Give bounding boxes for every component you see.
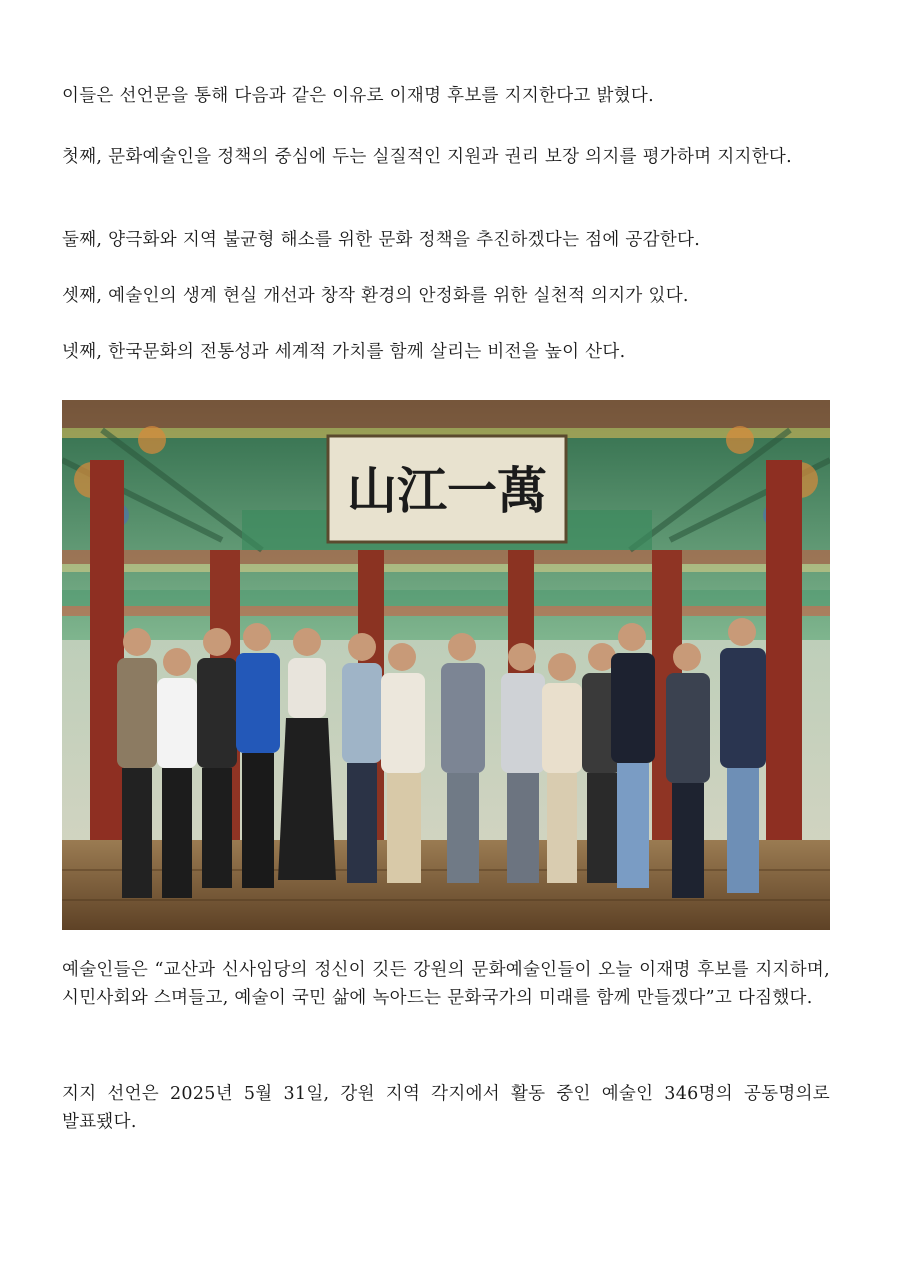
first-reason-paragraph: 첫째, 문화예술인을 정책의 중심에 두는 실질적인 지원과 권리 보장 의지를 평가하며 지지한다.	[62, 147, 793, 167]
signboard-text: 山江一萬	[347, 461, 547, 520]
quote-paragraph: 예술인들은 “교산과 신사임당의 정신이 깃든 강원의 문화예술인들이 오늘 이재명 후보를 지지하며, 시민사회와 스며들고, 예술이 국민 삶에 녹아드는 문화국가의 미래를 함께 만들겠다”고 다짐했다.	[62, 960, 830, 1008]
second-reason-paragraph: 둘째, 양극화와 지역 불균형 해소를 위한 문화 정책을 추진하겠다는 점에 공감한다.	[62, 230, 701, 250]
fourth-reason-paragraph: 넷째, 한국문화의 전통성과 세계적 가치를 함께 살리는 비전을 높이 산다.	[62, 342, 626, 362]
group-photo	[62, 400, 830, 930]
closing-paragraph: 지지 선언은 2025년 5월 31일, 강원 지역 각지에서 활동 중인 예술인 346명의 공동명의로 발표됐다.	[62, 1084, 830, 1132]
intro-paragraph: 이들은 선언문을 통해 다음과 같은 이유로 이재명 후보를 지지한다고 밝혔다.	[62, 86, 654, 106]
third-reason-paragraph: 셋째, 예술인의 생계 현실 개선과 창작 환경의 안정화를 위한 실천적 의지가 있다.	[62, 286, 689, 306]
